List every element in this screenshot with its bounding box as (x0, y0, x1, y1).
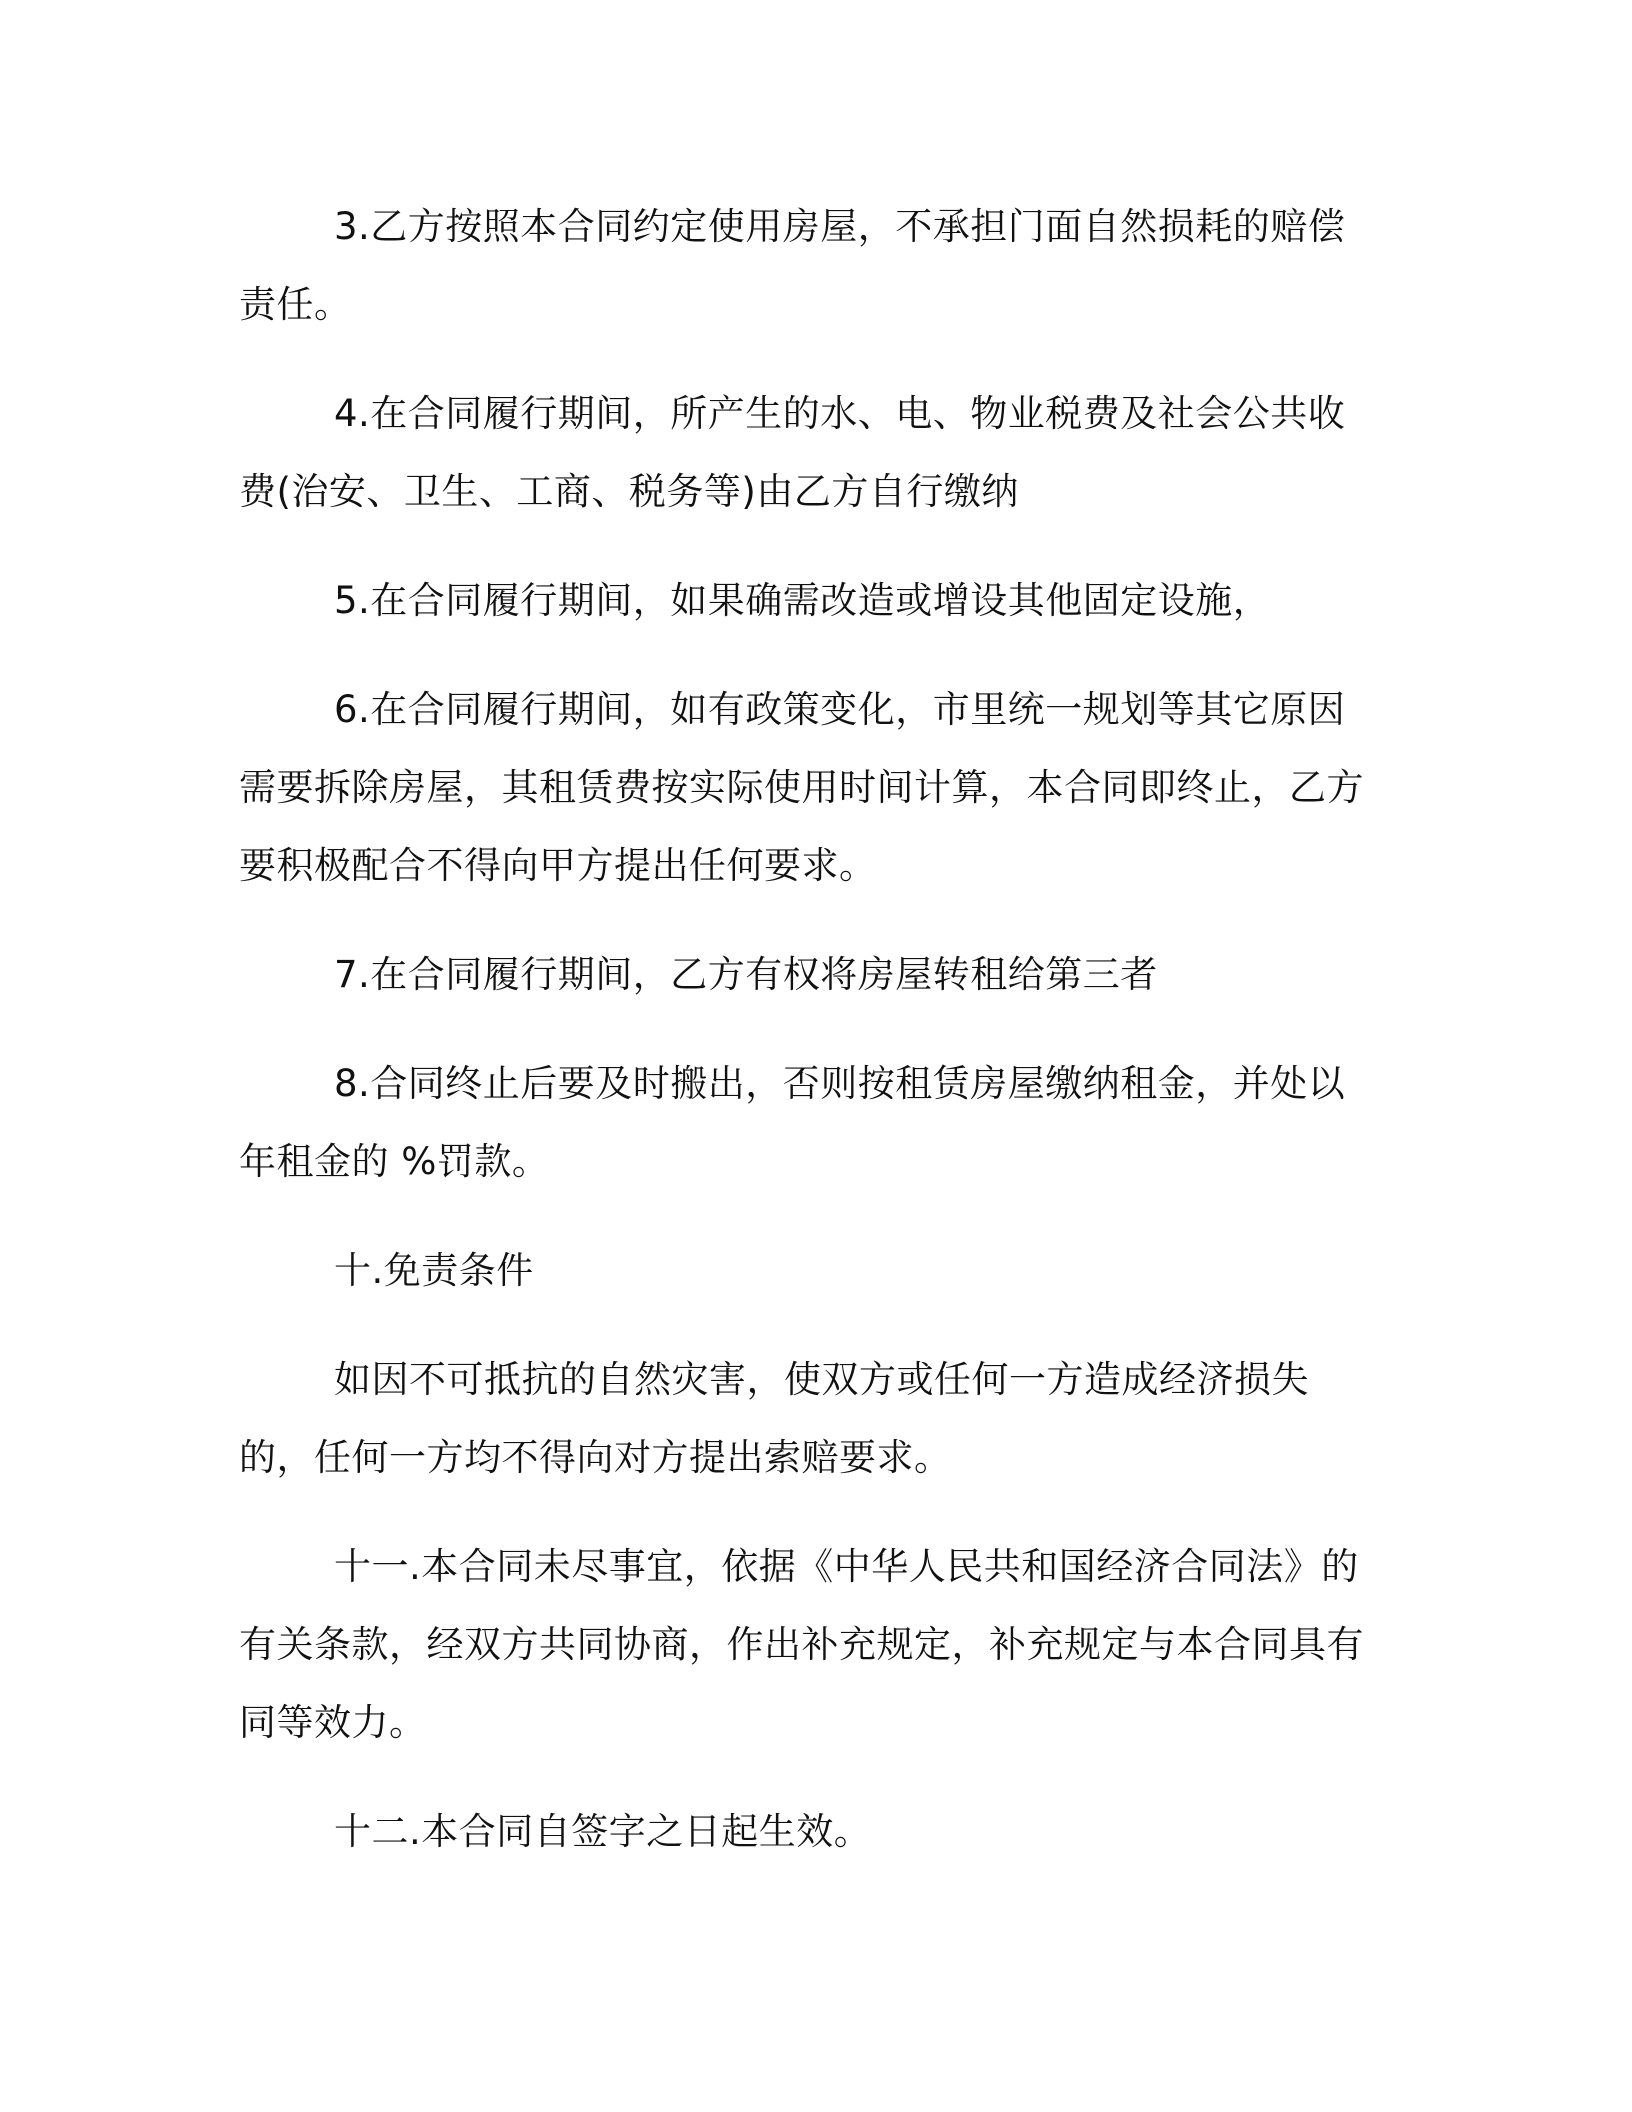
section-twelve: 十二.本合同自签字之日起生效。 (334, 1810, 872, 1853)
exemption-text: 如因不可抵抗的自然灾害，使双方或任何一方造成经济损失的，任何一方均不得向对方提出索赔要求。 (239, 1358, 1309, 1479)
clause-8: 8.合同终止后要及时搬出，否则按租赁房屋缴纳租金，并处以年租金的 %罚款。 (239, 1062, 1346, 1183)
clause-3: 3.乙方按照本合同约定使用房屋，不承担门面自然损耗的赔偿责任。 (239, 205, 1346, 326)
clause-6: 6.在合同履行期间，如有政策变化，市里统一规划等其它原因需要拆除房屋，其租赁费按实际使用时间计算，本合同即终止，乙方要积极配合不得向甲方提出任何要求。 (239, 688, 1364, 887)
section-heading-exemption: 十.免责条件 (334, 1249, 534, 1292)
section-eleven: 十一.本合同未尽事宜，依据《中华人民共和国经济合同法》的有关条款，经双方共同协商，作出补充规定，补充规定与本合同具有同等效力。 (239, 1545, 1364, 1744)
clause-7: 7.在合同履行期间，乙方有权将房屋转租给第三者 (334, 953, 1158, 996)
clause-5: 5.在合同履行期间，如果确需改造或增设其他固定设施， (334, 579, 1271, 622)
document-body (239, 188, 1375, 1902)
clause-4: 4.在合同履行期间，所产生的水、电、物业税费及社会公共收费(治安、卫生、工商、税务等)由乙方自行缴纳 (239, 392, 1346, 513)
